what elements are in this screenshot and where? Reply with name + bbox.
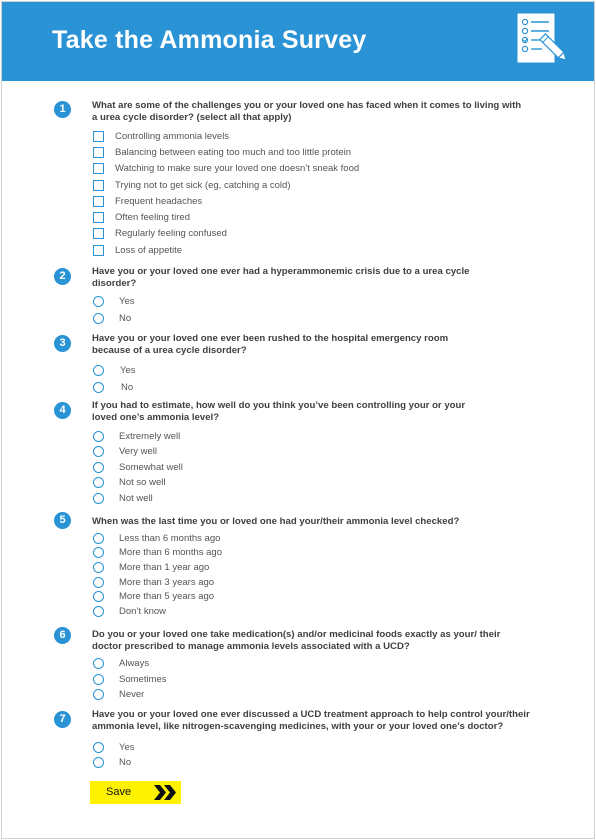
radio-option[interactable]	[93, 604, 166, 618]
option-label: More than 3 years ago	[119, 576, 215, 588]
radio-button[interactable]	[93, 462, 104, 473]
question-number-badge: 3	[54, 335, 71, 352]
radio-option[interactable]	[93, 531, 220, 545]
radio-option[interactable]	[93, 429, 180, 443]
radio-button[interactable]	[93, 493, 104, 504]
question-text: Have you or your loved one ever discussed a UCD treatment approach to help control your/their ammonia level, like nitrogen-scavenging medicines, with your or your loved one’s doctor?	[92, 709, 530, 732]
radio-option[interactable]	[93, 475, 165, 489]
radio-button[interactable]	[93, 446, 104, 457]
option-label: Watching to make sure your loved one doesn’t sneak food	[115, 162, 360, 174]
checkbox-option[interactable]	[93, 210, 190, 224]
option-label: Trying not to get sick (eg, catching a cold)	[115, 179, 291, 191]
radio-button[interactable]	[93, 658, 104, 669]
question-number-badge: 4	[54, 402, 71, 419]
radio-button[interactable]	[93, 313, 104, 324]
radio-button[interactable]	[93, 431, 104, 442]
option-label: Sometimes	[119, 673, 167, 685]
option-label: Loss of appetite	[115, 244, 183, 256]
option-label: Often feeling tired	[115, 211, 190, 223]
question-text: If you had to estimate, how well do you think you’ve been controlling your or your loved one’s ammonia level?	[92, 400, 466, 423]
radio-button[interactable]	[93, 547, 104, 558]
radio-option[interactable]	[93, 687, 144, 701]
radio-button[interactable]	[93, 674, 104, 685]
option-label: Never	[119, 688, 145, 700]
radio-button[interactable]	[93, 742, 104, 753]
radio-button[interactable]	[93, 606, 104, 617]
question-number-badge: 7	[54, 711, 71, 728]
option-label: Not so well	[119, 476, 166, 488]
checkbox-option[interactable]	[93, 178, 290, 192]
checkbox[interactable]	[93, 131, 104, 142]
checkbox-option[interactable]	[93, 194, 202, 208]
survey-page	[1, 1, 595, 839]
option-label: Yes	[119, 295, 135, 307]
option-label: Not well	[119, 492, 153, 504]
checkbox-option[interactable]	[93, 129, 229, 143]
radio-button[interactable]	[93, 591, 104, 602]
double-chevron-right-icon	[154, 785, 176, 800]
radio-option[interactable]	[93, 589, 214, 603]
option-label: Don’t know	[119, 605, 166, 617]
checkbox[interactable]	[93, 228, 104, 239]
option-label: Less than 6 months ago	[119, 532, 221, 544]
radio-option[interactable]	[93, 672, 167, 686]
question-text: Do you or your loved one take medication(s) and/or medicinal foods exactly as your/ their doctor prescribed to manage ammonia levels associated with a UCD?	[92, 629, 501, 652]
question-text: What are some of the challenges you or your loved one has faced when it comes to living with a urea cycle disorder? (select all that apply)	[92, 100, 522, 123]
option-label: Controlling ammonia levels	[115, 130, 230, 142]
radio-option[interactable]	[93, 311, 131, 325]
option-label: No	[119, 756, 132, 768]
question-number-badge: 2	[54, 268, 71, 285]
option-label: Very well	[119, 445, 158, 457]
radio-button[interactable]	[93, 757, 104, 768]
checkbox-option[interactable]	[93, 226, 227, 240]
question-number-badge: 1	[54, 101, 71, 118]
radio-button[interactable]	[93, 562, 104, 573]
checkbox-option[interactable]	[93, 243, 182, 257]
radio-option[interactable]	[93, 740, 135, 754]
option-label: Regularly feeling confused	[115, 227, 227, 239]
radio-button[interactable]	[93, 382, 104, 393]
option-label: Somewhat well	[119, 461, 183, 473]
option-label: Yes	[120, 364, 136, 376]
checklist-clipboard-icon	[516, 12, 566, 66]
option-label: Yes	[119, 741, 135, 753]
checkbox[interactable]	[93, 245, 104, 256]
radio-option[interactable]	[93, 444, 157, 458]
save-button-label: Save	[106, 786, 132, 798]
radio-option[interactable]	[93, 380, 133, 394]
radio-option[interactable]	[93, 491, 153, 505]
question-text: When was the last time you or loved one had your/their ammonia level checked?	[92, 516, 460, 527]
option-label: Always	[119, 657, 150, 669]
question-number-badge: 5	[54, 512, 71, 529]
option-label: No	[119, 312, 132, 324]
page-title: Take the Ammonia Survey	[52, 26, 367, 54]
radio-option[interactable]	[93, 656, 149, 670]
radio-button[interactable]	[93, 365, 104, 376]
checkbox[interactable]	[93, 163, 104, 174]
checkbox-option[interactable]	[93, 145, 351, 159]
radio-option[interactable]	[93, 294, 135, 308]
radio-button[interactable]	[93, 689, 104, 700]
option-label: Balancing between eating too much and too little protein	[115, 146, 352, 158]
checkbox[interactable]	[93, 212, 104, 223]
checkbox[interactable]	[93, 147, 104, 158]
radio-button[interactable]	[93, 533, 104, 544]
option-label: Extremely well	[119, 430, 181, 442]
option-label: More than 1 year ago	[119, 561, 210, 573]
radio-option[interactable]	[93, 755, 131, 769]
radio-option[interactable]	[93, 560, 209, 574]
question-text: Have you or your loved one ever had a hyperammonemic crisis due to a urea cycle disorder?	[92, 266, 470, 289]
radio-option[interactable]	[93, 545, 222, 559]
radio-button[interactable]	[93, 477, 104, 488]
option-label: More than 6 months ago	[119, 546, 222, 558]
radio-button[interactable]	[93, 577, 104, 588]
radio-option[interactable]	[93, 460, 183, 474]
save-button[interactable]	[90, 781, 181, 804]
radio-option[interactable]	[93, 363, 136, 377]
question-number-badge: 6	[54, 627, 71, 644]
page-header	[2, 2, 595, 81]
option-label: Frequent headaches	[115, 195, 203, 207]
option-label: No	[121, 381, 134, 393]
checkbox-option[interactable]	[93, 161, 359, 175]
radio-option[interactable]	[93, 575, 214, 589]
radio-button[interactable]	[93, 296, 104, 307]
checkbox[interactable]	[93, 180, 104, 191]
checkbox[interactable]	[93, 196, 104, 207]
question-text: Have you or your loved one ever been rushed to the hospital emergency room because of a urea cycle disorder?	[92, 333, 449, 356]
option-label: More than 5 years ago	[119, 590, 215, 602]
